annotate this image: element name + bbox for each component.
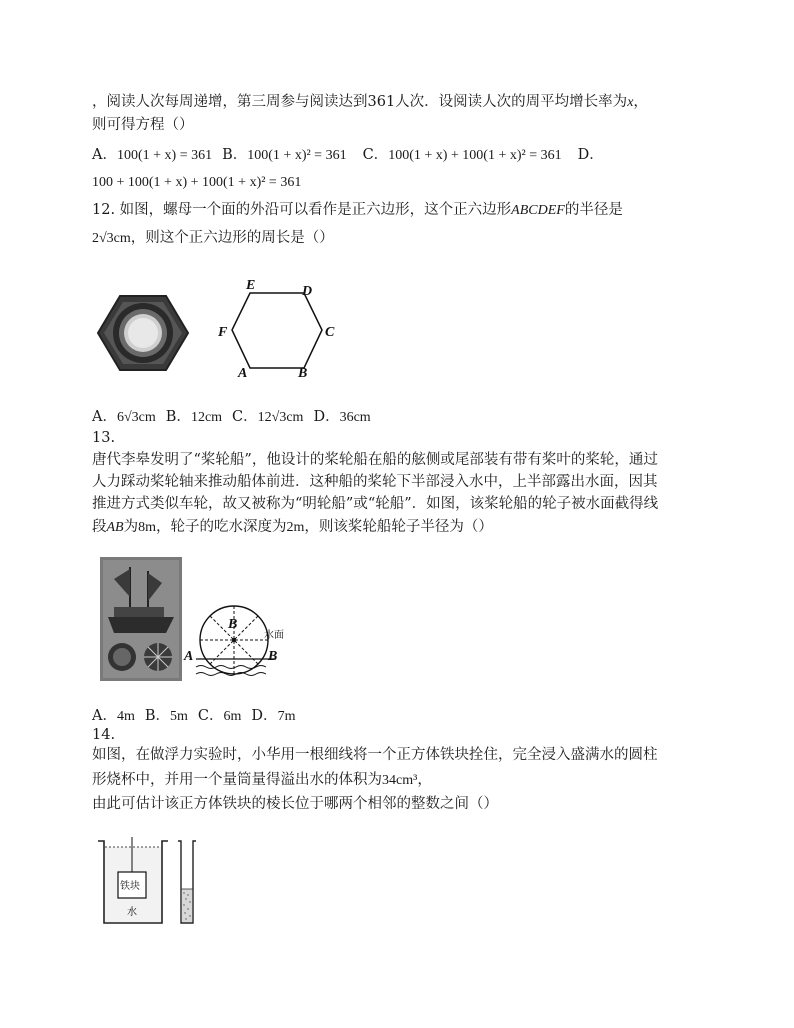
q13-opt-a-label: A． bbox=[92, 708, 117, 724]
paddle-wheel-diagram bbox=[184, 604, 306, 684]
q11-opt-b-label: B． bbox=[222, 147, 248, 163]
q14-line1: 如图，在做浮力实验时，小华用一根细线将一个正方体铁块拴住，完全浸入盛满水的圆柱 bbox=[92, 747, 658, 763]
wheel-label-water: 水面 bbox=[264, 630, 284, 641]
q12-var-abcdef: ABCDEF bbox=[511, 203, 565, 218]
q13-options bbox=[92, 706, 295, 727]
hex-label-f: F bbox=[218, 325, 228, 340]
beaker-label-water: 水 bbox=[127, 907, 137, 918]
q13-line4-c: ，轮子的吃水深度为 bbox=[156, 519, 287, 535]
q12-line1 bbox=[92, 200, 623, 221]
q11-var-x: x bbox=[627, 95, 634, 110]
q13-depth: 2m bbox=[286, 520, 305, 535]
q12-opt-d-label: D． bbox=[313, 409, 340, 425]
q12-line2 bbox=[92, 228, 334, 249]
measuring-cylinder bbox=[176, 837, 200, 927]
q14-volume: 34cm³ bbox=[382, 773, 418, 788]
hex-label-c: C bbox=[325, 325, 335, 340]
q13-opt-b-label: B． bbox=[144, 708, 171, 724]
wheel-label-b: B bbox=[268, 649, 278, 664]
q13-line1: 唐代李皋发明了“桨轮船”，他设计的桨轮船在船的舷侧或尾部装有带有桨叶的桨轮，通过 bbox=[92, 452, 658, 468]
q11-line1-text: ，阅读人次每周递增，第三周参与阅读达到361人次．设阅读人次的周平均增长率为 bbox=[92, 94, 628, 110]
q13-opt-d: 7m bbox=[277, 709, 296, 724]
q13-len: 8m bbox=[138, 520, 156, 535]
hex-label-d: D bbox=[302, 284, 313, 299]
q12-options bbox=[92, 407, 371, 428]
q12-opt-c: 12√3cm bbox=[257, 410, 304, 425]
q11-line1 bbox=[92, 92, 648, 113]
q13-line3: 推进方式类似车轮，故又被称为“明轮船”或“轮船”．如图，该桨轮船的轮子被水面截得线 bbox=[92, 496, 659, 512]
q12-radius: 2√3cm bbox=[92, 231, 131, 246]
q11-opt-c-label: C． bbox=[362, 147, 389, 163]
q12-opt-b-label: B． bbox=[165, 409, 191, 425]
q13-line4-d: ，则该桨轮船轮子半径为（） bbox=[304, 519, 493, 535]
q12-opt-d: 36cm bbox=[339, 410, 371, 425]
q12-line2-text: ，则这个正六边形的周长是（） bbox=[130, 230, 334, 246]
wheel-label-b-top: B bbox=[228, 617, 238, 632]
hexagon-diagram bbox=[210, 278, 350, 388]
hex-label-e: E bbox=[246, 278, 256, 293]
q13-opt-c: 6m bbox=[223, 709, 242, 724]
q12-opt-a: 6√3cm bbox=[116, 410, 156, 425]
q13-line2: 人力踩动桨轮轴来推动船体前进．这种船的桨轮下半部浸入水中，上半部露出水面，因其 bbox=[92, 474, 658, 490]
q13-opt-b: 5m bbox=[170, 709, 188, 724]
q11-opt-d-row bbox=[92, 172, 301, 193]
q14-line2-end: ， bbox=[417, 772, 432, 788]
nut-image bbox=[98, 288, 188, 378]
q11-opt-c: 100(1 + x) + 100(1 + x)² = 361 bbox=[388, 148, 562, 163]
q12-line1-a: 12. 如图，螺母一个面的外沿可以看作是正六边形，这个正六边形 bbox=[92, 202, 512, 218]
q13-line4-b: 为 bbox=[123, 519, 139, 535]
hex-label-b: B bbox=[298, 366, 308, 381]
q13-line4-a: 段 bbox=[92, 519, 107, 535]
paddle-ship-image bbox=[100, 557, 182, 681]
q14-line2 bbox=[92, 770, 432, 791]
q13-var-ab: AB bbox=[106, 520, 124, 535]
q14-line3: 由此可估计该正方体铁块的棱长位于哪两个相邻的整数之间（） bbox=[92, 796, 498, 812]
q11-line1-end: ， bbox=[633, 94, 648, 110]
q13-opt-a: 4m bbox=[116, 709, 135, 724]
q11-opt-d-label: D． bbox=[577, 147, 604, 163]
q11-opt-a: 100(1 + x) = 361 bbox=[116, 148, 213, 163]
q14-number: 14. bbox=[92, 727, 116, 743]
q13-opt-c-label: C． bbox=[197, 708, 224, 724]
wheel-label-a: A bbox=[184, 649, 194, 664]
beaker-diagram bbox=[98, 837, 170, 927]
hex-label-a: A bbox=[238, 366, 248, 381]
q12-opt-c-label: C． bbox=[232, 409, 258, 425]
q11-opt-d: 100 + 100(1 + x) + 100(1 + x)² = 361 bbox=[92, 175, 302, 190]
q13-opt-d-label: D． bbox=[251, 708, 278, 724]
q12-opt-a-label: A． bbox=[92, 409, 117, 425]
q14-line2-text: 形烧杯中，并用一个量筒量得溢出水的体积为 bbox=[92, 772, 382, 788]
q11-opt-b: 100(1 + x)² = 361 bbox=[247, 148, 347, 163]
q12-opt-b: 12cm bbox=[190, 410, 223, 425]
beaker-label-iron: 铁块 bbox=[120, 881, 140, 892]
q11-line2: 则可得方程（） bbox=[92, 117, 194, 133]
q13-number: 13. bbox=[92, 430, 116, 446]
q12-line1-b: 的半径是 bbox=[564, 202, 623, 218]
q11-opt-a-label: A． bbox=[92, 147, 117, 163]
q13-line4 bbox=[92, 517, 493, 538]
q11-options-row1 bbox=[92, 145, 604, 166]
